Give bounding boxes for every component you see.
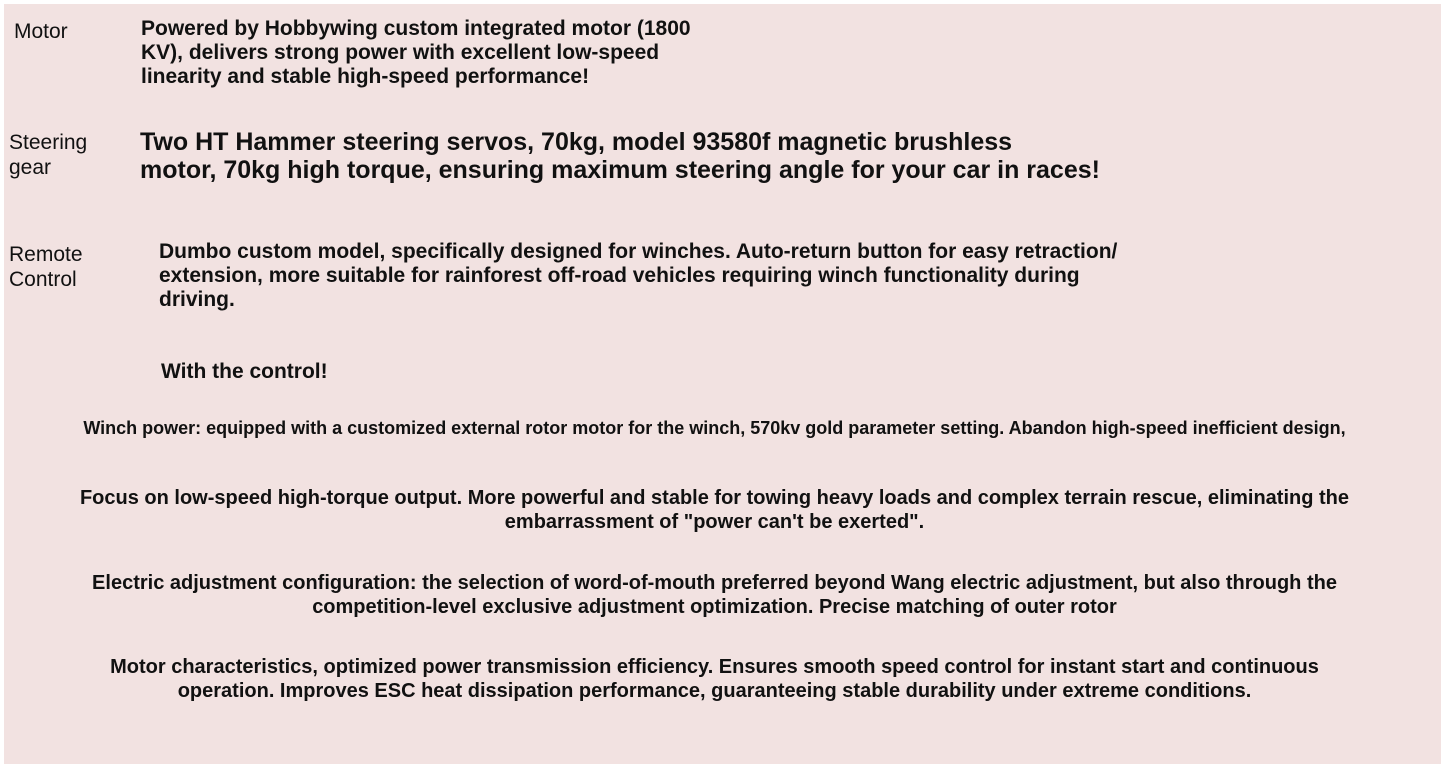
motor-description [141, 17, 691, 89]
focus-paragraph-line: embarrassment of "power can't be exerted". [504, 511, 925, 533]
spec-panel [4, 4, 1441, 764]
remote-control-description-line: driving. [159, 288, 235, 311]
motor-description-line: linearity and stable high-speed performance! [141, 65, 590, 88]
steering-gear-description [140, 128, 1100, 184]
steering-gear-label-line: gear [9, 156, 52, 179]
electric-adjustment-line: Electric adjustment configuration: the selection of word-of-mouth preferred beyond Wang electric adjustment, but also through the [92, 572, 1337, 594]
motor-characteristics-paragraph [4, 655, 1425, 703]
focus-paragraph-line: Focus on low-speed high-torque output. More powerful and stable for towing heavy loads and complex terrain rescue, eliminating the [79, 487, 1350, 509]
electric-adjustment-line: competition-level exclusive adjustment optimization. Precise matching of outer rotor [312, 596, 1117, 618]
steering-gear-description-line: Two HT Hammer steering servos, 70kg, model 93580f magnetic brushless [140, 128, 1013, 156]
motor-characteristics-line: Motor characteristics, optimized power transmission efficiency. Ensures smooth speed control for instant start and continuous [110, 656, 1319, 678]
remote-control-description [159, 240, 1117, 312]
remote-control-label-line: Remote [9, 243, 83, 266]
remote-control-description-line: Dumbo custom model, specifically designed for winches. Auto-return button for easy retraction/ [159, 240, 1118, 263]
winch-power-paragraph: Winch power: equipped with a customized external rotor motor for the winch, 570kv gold parameter setting. Abandon high-speed inefficient design, [83, 418, 1346, 438]
electric-adjustment-paragraph [4, 571, 1425, 619]
with-control-caption: With the control! [161, 360, 328, 383]
steering-gear-label-line: Steering [9, 131, 88, 154]
remote-control-label-line: Control [9, 268, 77, 291]
remote-control-label [9, 242, 83, 292]
steering-gear-label [9, 130, 87, 180]
motor-description-line: KV), delivers strong power with excellent low-speed [141, 41, 660, 64]
steering-gear-description-line: motor, 70kg high torque, ensuring maximum steering angle for your car in races! [140, 156, 1100, 184]
motor-characteristics-line: operation. Improves ESC heat dissipation performance, guaranteeing stable durability under extreme conditions. [177, 680, 1252, 702]
focus-paragraph [4, 486, 1425, 534]
motor-description-line: Powered by Hobbywing custom integrated motor (1800 [141, 17, 691, 40]
remote-control-description-line: extension, more suitable for rainforest off-road vehicles requiring winch functionality during [159, 264, 1080, 287]
motor-label: Motor [14, 20, 68, 43]
